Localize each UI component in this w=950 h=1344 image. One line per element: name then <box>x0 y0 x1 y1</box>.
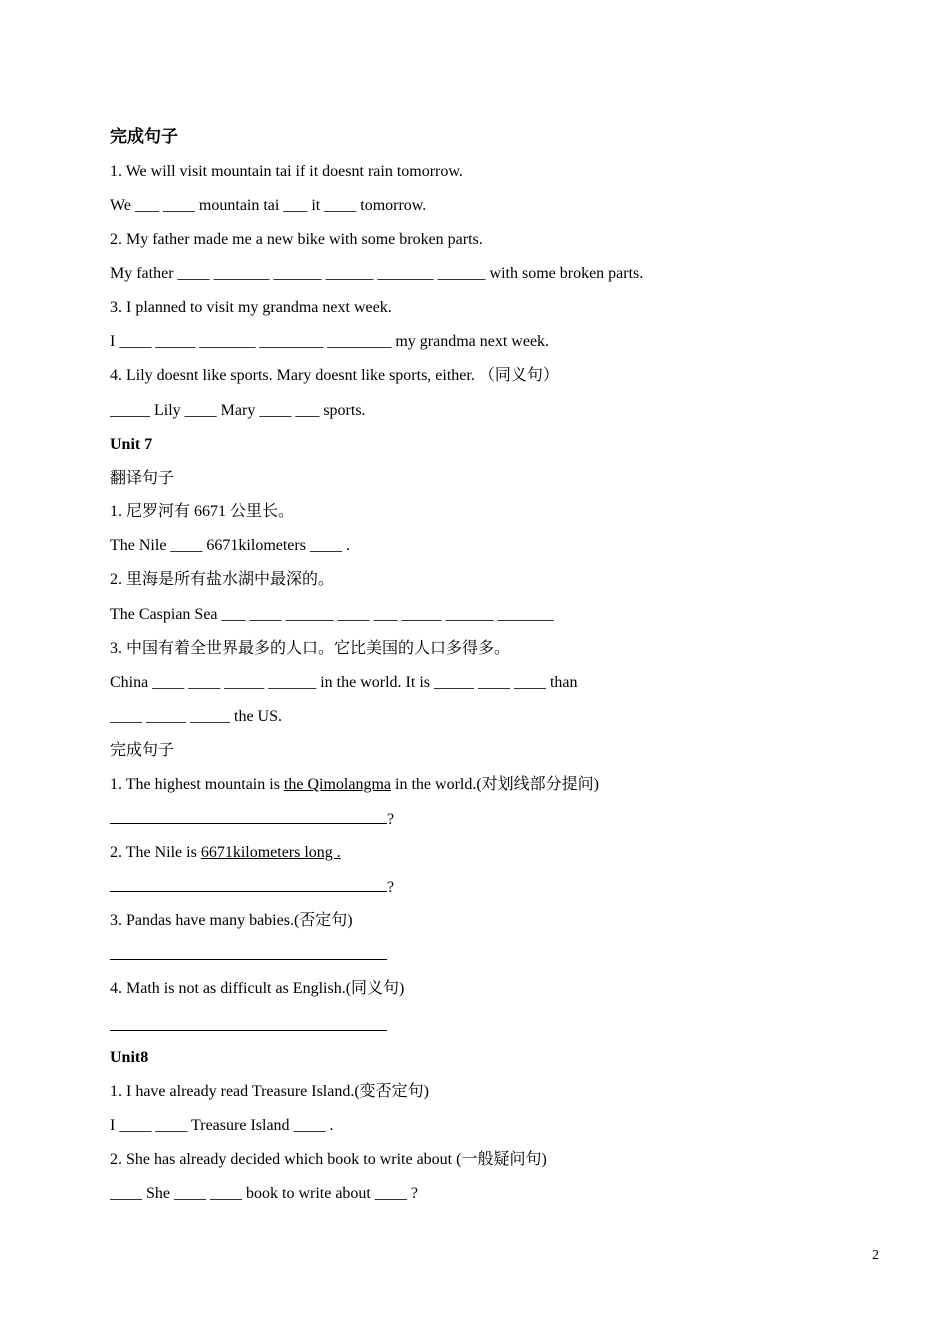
translate-3-answer-line2: ____ _____ _____ the US. <box>110 708 282 725</box>
answer-blank <box>110 1016 387 1031</box>
question-mark: ? <box>387 811 395 828</box>
question-4: 4. Lily doesnt like sports. Mary doesnt like sports, either. （同义句） <box>110 367 559 384</box>
question-1: 1. We will visit mountain tai if it doesnt rain tomorrow. <box>110 163 463 180</box>
unit8-question-1: 1. I have already read Treasure Island.(变否定句) <box>110 1083 430 1100</box>
answer-blank <box>110 809 387 824</box>
complete-1-suffix: in the world.(对划线部分提问) <box>391 776 599 793</box>
complete-2 <box>110 843 341 863</box>
unit8-title: Unit8 <box>110 1049 149 1066</box>
unit7-complete-heading: 完成句子 <box>110 742 175 759</box>
complete-1-underlined: the Qimolangma <box>283 776 392 793</box>
unit8-question-2: 2. She has already decided which book to write about (一般疑问句) <box>110 1151 547 1168</box>
answer-4: _____ Lily ____ Mary ____ ___ sports. <box>110 402 366 419</box>
complete-2-prefix: 2. The Nile is <box>110 844 201 861</box>
complete-4-answer <box>110 1016 387 1037</box>
translate-1-answer: The Nile ____ 6671kilometers ____ . <box>110 537 350 554</box>
question-3: 3. I planned to visit my grandma next week. <box>110 299 392 316</box>
complete-1 <box>110 775 599 795</box>
unit8-answer-1: I ____ ____ Treasure Island ____ . <box>110 1117 334 1134</box>
section-heading: 完成句子 <box>110 127 178 147</box>
answer-blank <box>110 945 387 960</box>
complete-1-answer <box>110 809 394 830</box>
question-mark: ? <box>387 879 395 896</box>
complete-1-prefix: 1. The highest mountain is <box>110 776 284 793</box>
translate-3: 3. 中国有着全世界最多的人口。它比美国的人口多得多。 <box>110 640 511 657</box>
answer-3: I ____ _____ _______ ________ ________ my grandma next week. <box>110 333 550 350</box>
complete-2-underlined: 6671kilometers long . <box>200 844 341 861</box>
translate-2: 2. 里海是所有盐水湖中最深的。 <box>110 571 335 588</box>
complete-3: 3. Pandas have many babies.(否定句) <box>110 912 353 929</box>
unit7-translate-heading: 翻译句子 <box>110 470 175 487</box>
translate-1: 1. 尼罗河有 6671 公里长。 <box>110 503 295 520</box>
answer-1: We ___ ____ mountain tai ___ it ____ tomorrow. <box>110 197 427 214</box>
question-2: 2. My father made me a new bike with some broken parts. <box>110 231 483 248</box>
answer-blank <box>110 877 387 892</box>
complete-3-answer <box>110 945 387 966</box>
unit8-answer-2: ____ She ____ ____ book to write about ____ ? <box>110 1185 418 1202</box>
unit7-title: Unit 7 <box>110 436 153 453</box>
complete-2-answer <box>110 877 394 898</box>
translate-3-answer-line1: China ____ ____ _____ ______ in the world. It is _____ ____ ____ than <box>110 674 578 691</box>
answer-2: My father ____ _______ ______ ______ _______ ______ with some broken parts. <box>110 265 644 282</box>
page-number: 2 <box>872 1248 879 1263</box>
translate-2-answer: The Caspian Sea ___ ____ ______ ____ ___ _____ ______ _______ <box>110 606 554 623</box>
complete-4: 4. Math is not as difficult as English.(同义句) <box>110 980 405 997</box>
